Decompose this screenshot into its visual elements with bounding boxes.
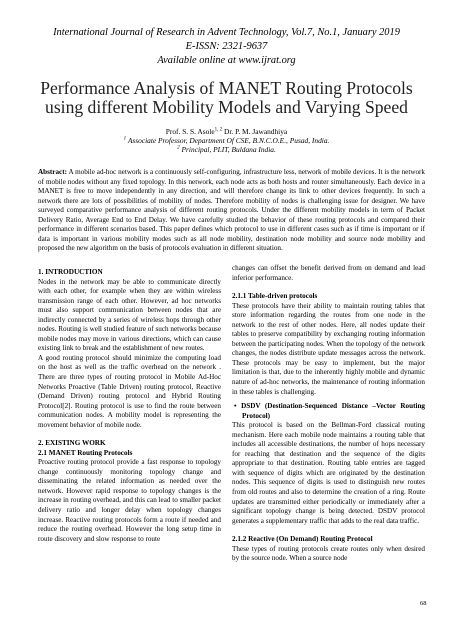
continued-paragraph: changes can offset the benefit derived from on demand and lead inferior performance. <box>232 264 425 282</box>
left-column <box>38 268 221 544</box>
introduction-heading: 1. INTRODUCTION <box>38 268 103 276</box>
manet-routing-heading: 2.1 MANET Routing Protocols <box>38 448 133 457</box>
paper-title-line-2: using different Mobility Models and Varying Speed <box>45 97 408 117</box>
table-driven-paragraph: These protocols have their ability to maintain routing tables that store information regarding the routes from one node in the network to the rest of other nodes. Here, all nodes update their tables to preserve compatibility by exchanging routing information between the participating nodes. When the topology of the network changes, the nodes distribute update messages across the network. These protocols may be easy to implement, but the major limitation is that, due to the inherently highly mobile and dynamic nature of ad-hoc networks, the maintenance of routing information in these tables is challenging. <box>232 301 425 396</box>
journal-header: International Journal of Research in Advent Technology, Vol.7, No.1, January 2019 <box>53 27 400 38</box>
paper-title-line-1: Performance Analysis of MANET Routing Protocols <box>40 78 413 98</box>
bullet-icon: • <box>234 402 237 411</box>
introduction-paragraph-1: Nodes in the network may be able to communicate directly with each other, for example when they are within wireless transmission range of each other. However, ad hoc networks must also support communication between nodes that are indirectly connected by a series of wireless hops through other nodes. Routing is well studied feature of such networks because mobile nodes may move in various directions, which can cause existing link to break and the establishment of new routes. <box>38 277 221 353</box>
abstract-label: Abstract: <box>38 168 67 176</box>
affiliation-1-mark: 1 <box>123 136 127 142</box>
affiliation-2-text: Principal, PLIT, Buldana India. <box>181 145 276 154</box>
table-driven-heading: 2.1.1 Table-driven protocols <box>232 292 318 301</box>
abstract-text: A mobile ad-hoc network is a continuously self-configuring, infrastructure less, network of mobile devices. It is the network of mobile nodes without any fixed topology. In this network, each node acts as both hosts and router simultaneously. Each device in a MANET is free to move independently in any direction, and will therefore change its link to other devices frequently. In such a network there are lots of possibilities of mobility of nodes. Therefore mobility of nodes is challenging issue for designer. We have surveyed comparative performance analysis of different routing protocols. Under the different mobility models in term of Packet Delivery Ratio, Average End to End Delay. We have carefully studied the behavior of these routing protocols and compared their performance in different scenarios based. This paper defines which protocol to use in different cases such as if time is important or if data is important in various mobility modes such as all node mobility, destination node mobility and source node mobility and proposed the new algorithm on the basis of protocols evaluation in different situation. <box>38 168 425 252</box>
dsdv-heading-text: DSDV (Destination-Sequenced Distance –Vector Routing Protocol) <box>241 402 425 420</box>
dsdv-paragraph: This protocol is based on the Bellman-Ford classical routing mechanism. Here each mobile node maintains a routing table that includes all accessible destinations, the number of hops necessary for reaching that destination and the sequence of the digits appropriate to that destination. Routing table entries are tagged with sequence of digits which are originated by the destination nodes. This sequence of digits is used to distinguish new routes from old routes and also to determine the creation of a ring. Route updates are transmitted either periodically or immediately after a significant topology change is being detected. DSDV protocol generates a supplementary traffic that adds to the real data traffic. <box>232 421 425 525</box>
reactive-paragraph: These types of routing protocols create routes only when desired by the source node. When a source node <box>232 544 425 563</box>
availability-line: Available online at www.ijrat.org <box>157 55 296 66</box>
affiliation-1-text: Associate Professor, Department Of CSE, B.N.C.O.E., Pusad, India. <box>127 136 330 145</box>
right-column <box>232 264 425 564</box>
manet-routing-paragraph: Proactive routing protocol provide a fast response to topology change continuously monitoring topology change and disseminating the related information as needed over the network. However rapid response to topology changes is the increase in routing overhead, and this can lead to smaller packet delivery ratio and longer delay when topology changes increase. Reactive routing protocols form a route if needed and reduce the routing overhead. However the long setup time in route discovery and slow response to route <box>38 458 222 543</box>
introduction-paragraph-2: A good routing protocol should minimize the computing load on the host as well as the traffic overhead on the network . There are three types of routing protocol in Mobile Ad-Hoc Networks Proactive (Table Driven) routing protocol, Reactive (Demand Driven) routing protocol and Hybrid Routing Protocol[2]. Routing protocol is use to find the route between communication nodes. A mobility model is representing the movement behavior of mobile node. <box>38 353 221 429</box>
abstract <box>38 168 425 254</box>
author-1-affiliation-marks: 1, 2 <box>214 127 223 133</box>
affiliation-2-mark: 2 <box>177 145 180 151</box>
existing-work-heading: 2. EXISTING WORK <box>38 439 106 448</box>
author-1: Prof. S. S. Asole <box>165 127 215 136</box>
page-number: 68 <box>420 600 427 607</box>
reactive-heading: 2.1.2 Reactive (On Demand) Routing Protocol <box>232 535 373 544</box>
author-2: Dr. P. M. Jawandhiya <box>222 127 288 136</box>
issn-line: E-ISSN: 2321-9637 <box>185 41 268 52</box>
affiliation-2 <box>0 145 453 155</box>
dsdv-heading <box>232 402 425 421</box>
